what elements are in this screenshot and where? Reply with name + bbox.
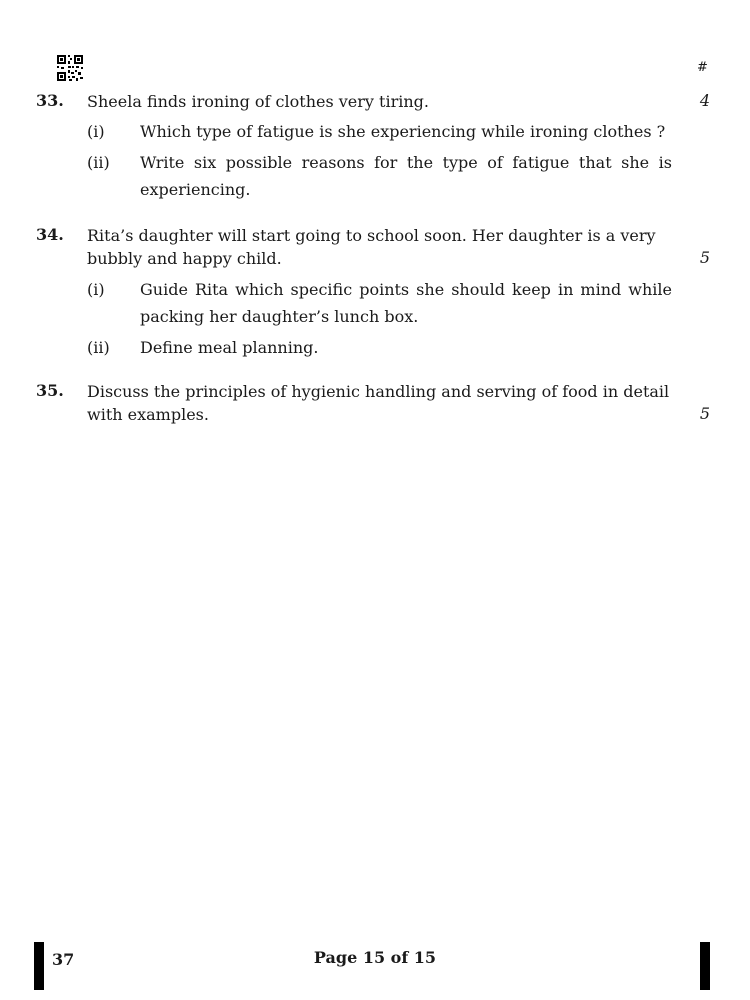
sub-question-text: Guide Rita which specific points she should keep in mind while packing her daughter’s lunch box. xyxy=(140,280,672,326)
sub-question-text: Write six possible reasons for the type of fatigue that she is experiencing. xyxy=(140,153,672,199)
sub-question-label: (i) xyxy=(87,122,105,141)
sub-question-label: (ii) xyxy=(87,338,110,357)
question-text: Discuss the principles of hygienic handling and serving of food in detail with examples. xyxy=(87,382,670,424)
question-number: 33. xyxy=(36,91,64,110)
question-marks: 5 xyxy=(699,248,710,267)
sub-question-text: Which type of fatigue is she experiencing while ironing clothes ? xyxy=(140,122,666,141)
footer-bar-right xyxy=(700,942,710,990)
page-number: Page 15 of 15 xyxy=(313,948,437,967)
question-text: Sheela finds ironing of clothes very tiring. xyxy=(87,92,429,111)
sub-question-text: Define meal planning. xyxy=(140,338,319,357)
question-number: 34. xyxy=(36,225,64,244)
sub-question-label: (ii) xyxy=(87,153,110,172)
question-text: Rita’s daughter will start going to school soon. Her daughter is a very bubbly and happy child. xyxy=(87,226,656,268)
question-marks: 5 xyxy=(699,404,710,423)
question-number: 35. xyxy=(36,381,64,400)
header-hash: # xyxy=(697,60,708,75)
qr-code-icon xyxy=(56,54,84,82)
question-marks: 4 xyxy=(699,91,710,110)
paper-code: 37 xyxy=(52,950,75,969)
sub-question-label: (i) xyxy=(87,280,105,299)
